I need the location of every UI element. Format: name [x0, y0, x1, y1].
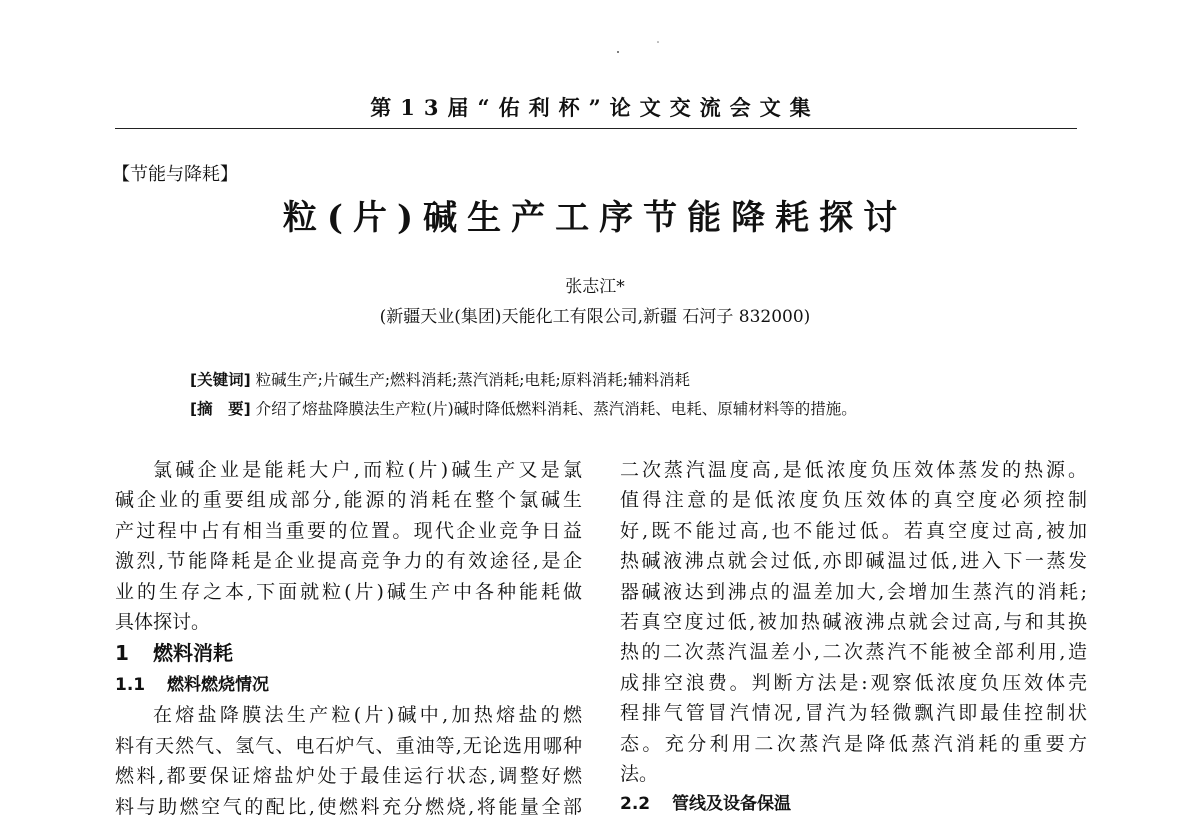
text-line: 热的二次蒸汽温差小,二次蒸汽不能被全部利用,造: [620, 641, 1087, 664]
subsection-number: 1.1: [115, 675, 146, 696]
text-line: 值得注意的是低浓度负压效体的真空度必须控制: [620, 489, 1087, 512]
left-column: [115, 455, 582, 822]
text-line: 燃料,都要保证熔盐炉处于最佳运行状态,调整好燃: [115, 765, 582, 788]
keywords-label: [关键词]: [190, 371, 251, 389]
section-heading: [115, 637, 582, 670]
text-line: 激烈,节能降耗是企业提高竞争力的有效途径,是企: [115, 550, 582, 573]
running-head: 第13届“佑利杯”论文交流会文集: [370, 95, 820, 120]
text-line: 业的生存之本,下面就粒(片)碱生产中各种能耗做: [115, 580, 582, 603]
right-column: [620, 455, 1087, 819]
scan-specks: [610, 38, 670, 58]
subsection-heading-text: 管线及设备保温: [672, 794, 791, 815]
text-line: 氯碱企业是能耗大户,而粒(片)碱生产又是氯: [153, 459, 582, 481]
text-line: 态。充分利用二次蒸汽是降低蒸汽消耗的重要方: [620, 732, 1087, 755]
abstract-text: 介绍了熔盐降膜法生产粒(片)碱时降低燃料消耗、蒸汽消耗、电耗、原辅材料等的措施。: [255, 400, 857, 418]
text-line: 器碱液达到沸点的温差加大,会增加生蒸汽的消耗;: [620, 580, 1087, 603]
text-line: 若真空度过低,被加热碱液沸点就会过高,与和其换: [620, 610, 1087, 633]
text-line: 程排气管冒汽情况,冒汽为轻微飘汽即最佳控制状: [620, 702, 1087, 725]
subsection-heading-text: 燃料燃烧情况: [167, 675, 269, 696]
subsection-heading: [620, 789, 1087, 819]
section-number: 1: [115, 641, 129, 666]
text-line: 好,既不能过高,也不能过低。若真空度过高,被加: [620, 519, 1087, 542]
abstract: [190, 397, 857, 419]
text-line: 具体探讨。: [115, 610, 211, 633]
text-line: 二次蒸汽温度高,是低浓度负压效体蒸发的热源。: [620, 459, 1087, 481]
text-line: 产过程中占有相当重要的位置。现代企业竞争日益: [115, 519, 582, 542]
header-rule: [115, 128, 1077, 129]
text-line: 法。: [620, 762, 659, 785]
text-line: 热碱液沸点就会过低,亦即碱温过低,进入下一蒸发: [620, 550, 1087, 573]
text-line: 碱企业的重要组成部分,能源的消耗在整个氯碱生: [115, 489, 582, 512]
affiliation: (新疆天业(集团)天能化工有限公司,新疆 石河子 832000): [379, 307, 811, 327]
section-tag: 【节能与降耗】: [112, 164, 238, 185]
keywords: [190, 368, 690, 390]
section-heading-text: 燃料消耗: [153, 641, 233, 666]
paper-title: 粒(片)碱生产工序节能降耗探讨: [282, 198, 908, 238]
subsection-number: 2.2: [620, 794, 651, 815]
subsection-heading: [115, 670, 582, 700]
abstract-label: [摘 要]: [190, 400, 251, 418]
text-line: 料与助燃空气的配比,使燃料充分燃烧,将能量全部: [115, 795, 582, 818]
text-line: 在熔盐降膜法生产粒(片)碱中,加热熔盐的燃: [153, 704, 582, 727]
author: 张志江*: [565, 277, 625, 297]
text-line: 成排空浪费。判断方法是:观察低浓度负压效体壳: [620, 671, 1087, 694]
keywords-text: 粒碱生产;片碱生产;燃料消耗;蒸汽消耗;电耗;原料消耗;辅料消耗: [255, 371, 690, 389]
text-line: 料有天然气、氢气、电石炉气、重油等,无论选用哪种: [115, 734, 582, 757]
